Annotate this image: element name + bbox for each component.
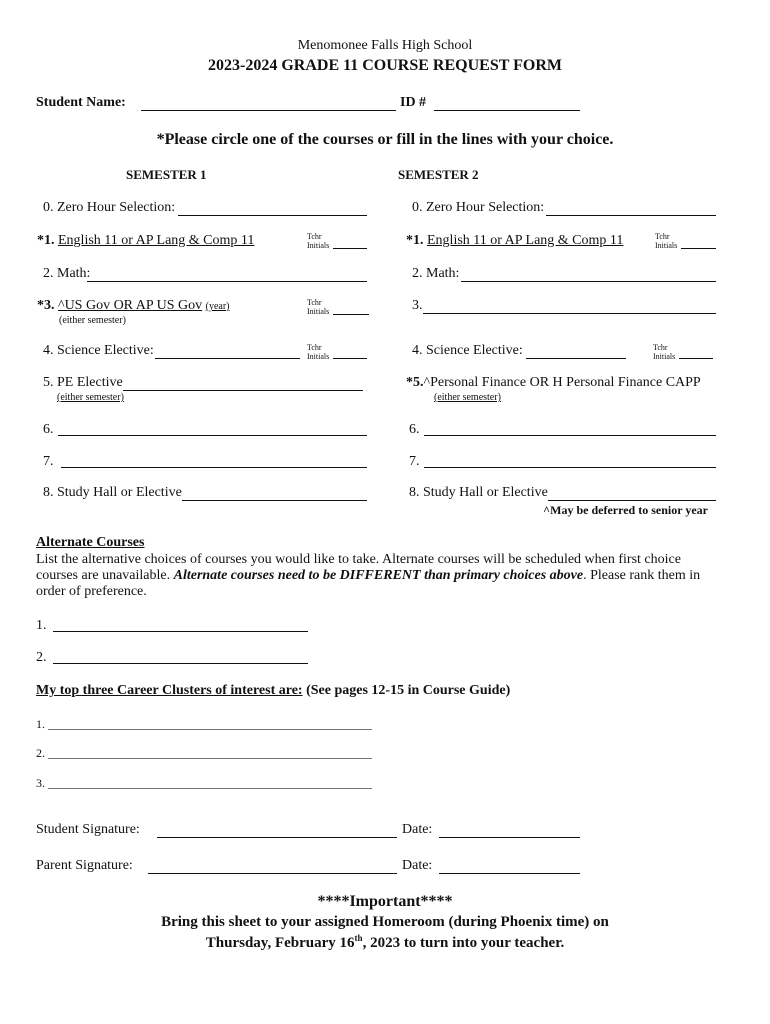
s1-pe-label: 5. PE Elective bbox=[43, 375, 123, 390]
s2-r1-initials-field[interactable] bbox=[681, 248, 716, 249]
s1-pe-field[interactable] bbox=[123, 390, 363, 391]
parent-date-label: Date: bbox=[402, 858, 433, 873]
important-title: ****Important**** bbox=[317, 893, 453, 910]
s2-finance-note: (either semester) bbox=[434, 392, 501, 403]
s2-line7-field[interactable] bbox=[424, 467, 716, 468]
s1-pe-note: (either semester) bbox=[57, 392, 124, 403]
alternate-1-number: 1. bbox=[36, 618, 47, 633]
s2-r1-tchr-label bbox=[655, 232, 677, 250]
alternate-2-field[interactable] bbox=[53, 663, 308, 664]
s2-english-text: English 11 or AP Lang & Comp 11 bbox=[427, 233, 624, 248]
s1-gov-text: ^US Gov OR AP US Gov bbox=[58, 298, 203, 313]
s1-line7-field[interactable] bbox=[61, 467, 367, 468]
s2-study-hall-label: 8. Study Hall or Elective bbox=[409, 485, 548, 500]
tchr-text: Tchr bbox=[307, 298, 322, 307]
alternates-text-emphasis: Alternate courses need to be DIFFERENT than primary choices above bbox=[173, 568, 584, 583]
s1-english-text: English 11 or AP Lang & Comp 11 bbox=[58, 233, 255, 248]
career-heading bbox=[36, 683, 510, 699]
s1-zero-hour-label: 0. Zero Hour Selection: bbox=[43, 200, 176, 215]
career-line-1[interactable]: 1. ______________________________________________________ bbox=[36, 717, 372, 731]
s1-r1-initials-field[interactable] bbox=[333, 248, 367, 249]
parent-signature-field[interactable] bbox=[148, 873, 397, 874]
alternate-1-field[interactable] bbox=[53, 631, 308, 632]
s1-study-hall-label: 8. Study Hall or Elective bbox=[43, 485, 182, 500]
initials-text: Initials bbox=[655, 241, 678, 250]
form-title: 2023-2024 GRADE 11 COURSE REQUEST FORM bbox=[208, 57, 562, 74]
instruction: *Please circle one of the courses or fill in the lines with your choice. bbox=[156, 131, 614, 148]
s2-science-label: 4. Science Elective: bbox=[412, 343, 523, 358]
tchr-text: Tchr bbox=[655, 232, 670, 241]
student-date-label: Date: bbox=[402, 822, 433, 837]
career-line-3[interactable]: 3. ______________________________________________________ bbox=[36, 776, 372, 790]
important-date-suffix: th bbox=[354, 933, 363, 943]
initials-text: Initials bbox=[653, 352, 676, 361]
s2-line3-field[interactable] bbox=[423, 313, 716, 314]
s2-english-course[interactable] bbox=[406, 233, 623, 249]
initials-text: Initials bbox=[307, 352, 330, 361]
important-date: Thursday, February 16 bbox=[205, 935, 355, 951]
s2-line3-number: 3. bbox=[412, 298, 423, 313]
s2-math-label: 2. Math: bbox=[412, 266, 460, 281]
s1-r4-tchr-label bbox=[307, 343, 329, 361]
s2-zero-hour-label: 0. Zero Hour Selection: bbox=[412, 200, 545, 215]
s2-study-hall-field[interactable] bbox=[548, 500, 716, 501]
s1-r4-initials-field[interactable] bbox=[333, 358, 367, 359]
s2-math-field[interactable] bbox=[461, 281, 716, 282]
s1-science-field[interactable] bbox=[155, 358, 300, 359]
s1-line6-number: 6. bbox=[43, 422, 54, 437]
s1-gov-year: (year) bbox=[205, 301, 230, 312]
s1-line7-number: 7. bbox=[43, 454, 54, 469]
s1-gov-course[interactable] bbox=[37, 298, 230, 314]
id-field[interactable] bbox=[434, 110, 580, 111]
alternates-text-2: . Please rank them in order of preference. bbox=[36, 568, 701, 599]
s1-line6-field[interactable] bbox=[58, 435, 367, 436]
semester-2-heading: SEMESTER 2 bbox=[398, 167, 479, 182]
s2-finance-number: *5. bbox=[406, 375, 424, 390]
s2-zero-hour-field[interactable] bbox=[546, 215, 716, 216]
s2-line6-number: 6. bbox=[409, 422, 420, 437]
alternates-heading: Alternate Courses bbox=[36, 535, 145, 550]
career-line-2[interactable]: 2. ______________________________________________________ bbox=[36, 746, 372, 760]
student-name-field[interactable] bbox=[141, 110, 396, 111]
s1-gov-note: (either semester) bbox=[59, 315, 126, 326]
semester-1-heading: SEMESTER 1 bbox=[126, 167, 207, 182]
s2-line7-number: 7. bbox=[409, 454, 420, 469]
s1-r1-tchr-label bbox=[307, 232, 329, 250]
deferred-note: ^May be deferred to senior year bbox=[543, 503, 708, 517]
initials-text: Initials bbox=[307, 307, 330, 316]
s2-finance-course[interactable] bbox=[406, 375, 701, 391]
parent-date-field[interactable] bbox=[439, 873, 580, 874]
s2-finance-text: ^Personal Finance OR H Personal Finance CAPP bbox=[423, 375, 701, 390]
s1-zero-hour-field[interactable] bbox=[178, 215, 367, 216]
alternates-instructions bbox=[36, 552, 726, 600]
student-signature-label: Student Signature: bbox=[36, 822, 140, 837]
s2-english-number: *1. bbox=[406, 233, 424, 248]
s1-science-label: 4. Science Elective: bbox=[43, 343, 154, 358]
student-name-label: Student Name: bbox=[36, 95, 126, 110]
important-line-2-end: , 2023 to turn into your teacher. bbox=[362, 935, 565, 951]
s2-r4-tchr-label bbox=[653, 343, 675, 361]
school-name: Menomonee Falls High School bbox=[297, 38, 473, 53]
important-line-1: Bring this sheet to your assigned Homeroom (during Phoenix time) on bbox=[161, 914, 609, 930]
s1-gov-number: *3. bbox=[37, 298, 55, 313]
s2-line6-field[interactable] bbox=[424, 435, 716, 436]
initials-text: Initials bbox=[307, 241, 330, 250]
parent-signature-label: Parent Signature: bbox=[36, 858, 133, 873]
s1-math-label: 2. Math: bbox=[43, 266, 91, 281]
id-label: ID # bbox=[400, 95, 427, 110]
student-signature-field[interactable] bbox=[157, 837, 397, 838]
tchr-text: Tchr bbox=[307, 343, 322, 352]
alternates-text-1: List the alternative choices of courses you would like to take. Alternate courses will be scheduled when first choice courses are unavailable. bbox=[36, 552, 681, 583]
tchr-text: Tchr bbox=[653, 343, 668, 352]
s1-math-field[interactable] bbox=[87, 281, 367, 282]
s1-english-course[interactable] bbox=[37, 233, 254, 249]
s1-study-hall-field[interactable] bbox=[182, 500, 367, 501]
s2-science-field[interactable] bbox=[526, 358, 626, 359]
important-line-2 bbox=[0, 933, 770, 952]
s2-r4-initials-field[interactable] bbox=[679, 358, 713, 359]
s1-r3-tchr-label bbox=[307, 298, 329, 316]
career-heading-note: (See pages 12-15 in Course Guide) bbox=[302, 683, 511, 698]
tchr-text: Tchr bbox=[307, 232, 322, 241]
s1-english-number: *1. bbox=[37, 233, 55, 248]
alternate-2-number: 2. bbox=[36, 650, 47, 665]
s1-r3-initials-field[interactable] bbox=[333, 314, 369, 315]
career-heading-underlined: My top three Career Clusters of interest are: bbox=[36, 683, 303, 698]
student-date-field[interactable] bbox=[439, 837, 580, 838]
